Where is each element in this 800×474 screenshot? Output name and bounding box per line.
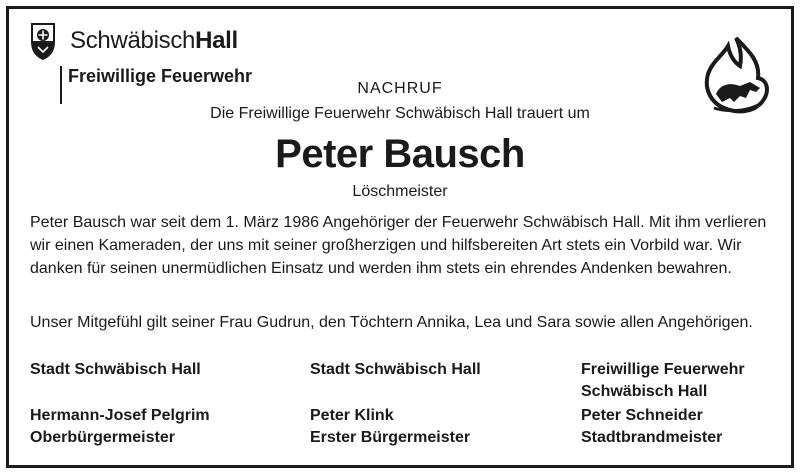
tribute-paragraph: Peter Bausch war seit dem 1. März 1986 Angehöriger der Feuerwehr Schwäbisch Hall. Mit ihm verlieren wir einen Kameraden, der uns mit seiner großherzigen und hilfsbereiten Art stets ein Vorbild war. Wir danken für seinen unermüdlichen Einsatz und werden ihm stets ein ehrendes Andenken bewahren. [30, 214, 767, 277]
signature-org-3 [581, 359, 745, 403]
signature-org-3-line1: Freiwillige Feuerwehr [581, 361, 745, 378]
signatory-title: Oberbürgermeister [30, 429, 175, 446]
deceased-name: Peter Bausch [275, 132, 525, 176]
signatory-name: Peter Schneider [581, 407, 703, 424]
notice-intro: Die Freiwillige Feuerwehr Schwäbisch Hall trauert um [210, 105, 590, 122]
signature-block-2 [310, 405, 470, 449]
condolence-paragraph: Unser Mitgefühl gilt seiner Frau Gudrun, den Töchtern Annika, Lea und Sara sowie allen Angehörigen. [30, 314, 753, 331]
signature-org-3-line2: Schwäbisch Hall [581, 383, 708, 400]
signatory-title: Stadtbrandmeister [581, 429, 723, 446]
notice-heading: NACHRUF [357, 80, 443, 97]
city-wordmark [70, 27, 238, 55]
signature-block-3 [581, 405, 722, 449]
deceased-rank: Löschmeister [352, 183, 448, 200]
city-crest-icon [30, 22, 56, 60]
signatory-title: Erster Bürgermeister [310, 429, 471, 446]
fire-brigade-flame-lion-icon [700, 36, 772, 114]
signatory-name: Peter Klink [310, 407, 394, 424]
signature-org-2: Stadt Schwäbisch Hall [310, 361, 481, 378]
wordmark-regular: Schwäbisch [70, 27, 196, 54]
signature-org-1: Stadt Schwäbisch Hall [30, 361, 201, 378]
signature-block-1 [30, 405, 210, 449]
city-logo [30, 22, 238, 60]
organization-name: Freiwillige Feuerwehr [68, 66, 253, 86]
signatory-name: Hermann-Josef Pelgrim [30, 407, 210, 424]
wordmark-bold: Hall [195, 27, 238, 54]
